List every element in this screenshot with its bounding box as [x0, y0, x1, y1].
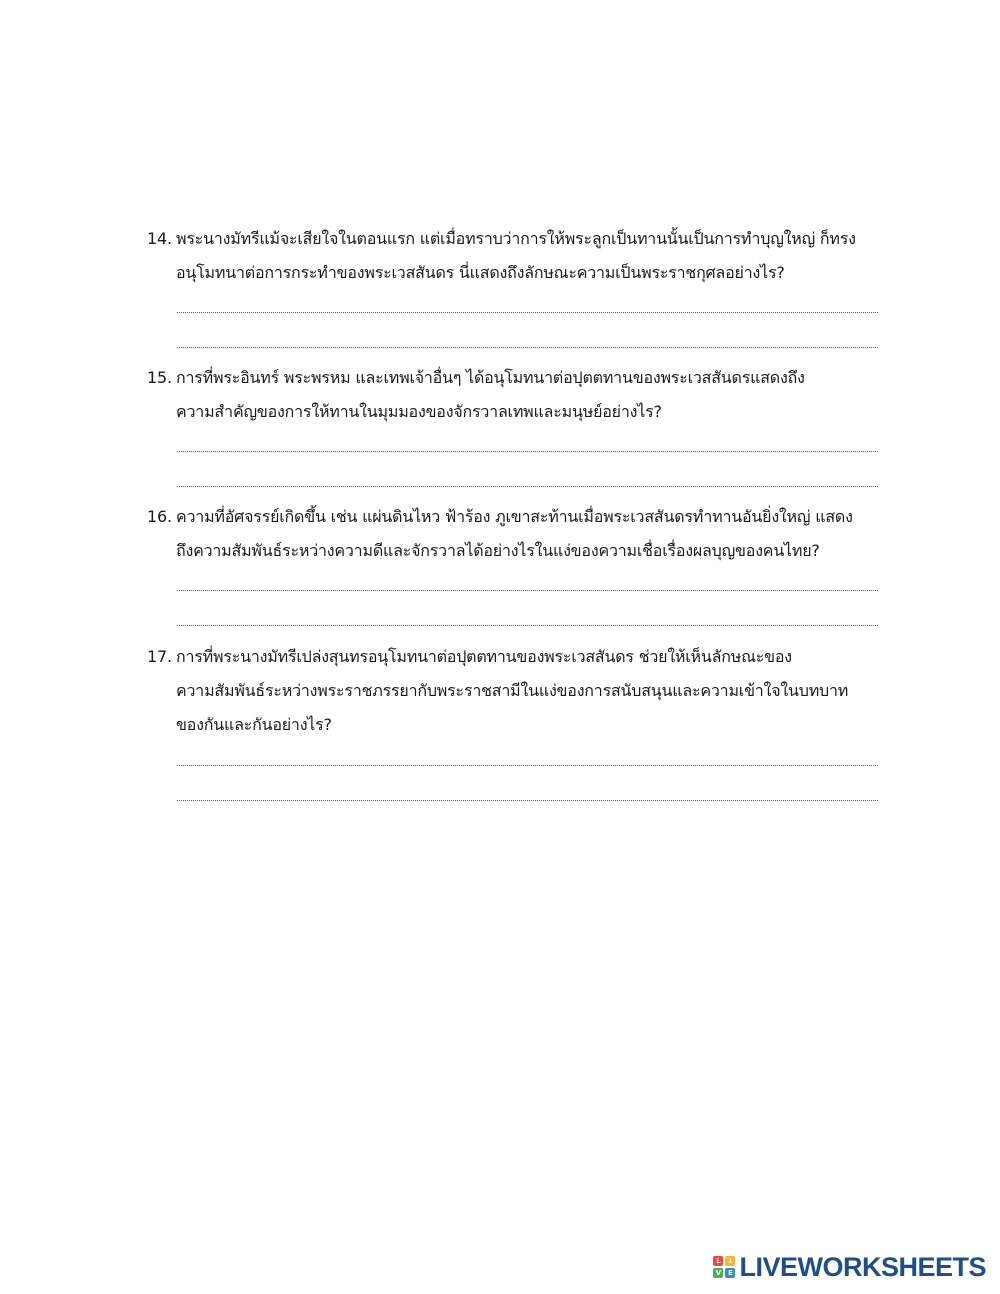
- logo-square: V: [713, 1268, 723, 1278]
- logo-square: I: [725, 1256, 735, 1266]
- answer-line-14-2[interactable]: [177, 347, 878, 348]
- question-16: [147, 500, 887, 568]
- logo-brand-text: LIVEWORKSHEETS: [739, 1252, 986, 1282]
- question-number: 17.: [147, 647, 172, 666]
- logo-square: E: [725, 1268, 735, 1278]
- question-number: 14.: [147, 229, 172, 248]
- question-text: การที่พระอินทร์ พระพรหม และเทพเจ้าอื่นๆ ได้อนุโมทนาต่อปุตตทานของพระเวสสันดรแสดงถึง: [176, 368, 805, 387]
- question-17: [147, 640, 887, 742]
- answer-line-16-1[interactable]: [177, 590, 878, 591]
- question-text: ความสำคัญของการให้ทานในมุมมองของจักรวาลเทพและมนุษย์อย่างไร?: [176, 402, 662, 421]
- question-text: ความสัมพันธ์ระหว่างพระราชภรรยากับพระราชสามีในแง่ของการสนับสนุนและความเข้าใจในบทบาท: [176, 681, 849, 700]
- question-line: [147, 674, 887, 708]
- question-text: พระนางมัทรีแม้จะเสียใจในตอนแรก แต่เมื่อทราบว่าการให้พระลูกเป็นทานนั้นเป็นการทำบุญใหญ่ ก็ทรง: [176, 229, 856, 248]
- question-text: ถึงความสัมพันธ์ระหว่างความดีและจักรวาลได้อย่างไรในแง่ของความเชื่อเรื่องผลบุญของคนไทย?: [176, 541, 820, 560]
- question-line: [147, 500, 887, 534]
- question-line: [147, 534, 887, 568]
- question-text: ของกันและกันอย่างไร?: [176, 715, 332, 734]
- question-text: ความที่อัศจรรย์เกิดขึ้น เช่น แผ่นดินไหว ฟ้าร้อง ภูเขาสะท้านเมื่อพระเวสสันดรทำทานอันยิ่งใหญ่ แสดง: [176, 507, 853, 526]
- question-line: [147, 222, 887, 256]
- logo-square: L: [713, 1256, 723, 1266]
- question-text: การที่พระนางมัทรีเปล่งสุนทรอนุโมทนาต่อปุตตทานของพระเวสสันดร ช่วยให้เห็นลักษณะของ: [176, 647, 792, 666]
- question-15: [147, 361, 887, 429]
- question-number: 15.: [147, 368, 172, 387]
- liveworksheets-logo: [713, 1252, 986, 1282]
- question-number: 16.: [147, 507, 172, 526]
- question-line: [147, 708, 887, 742]
- question-line: [147, 640, 887, 674]
- answer-line-14-1[interactable]: [177, 312, 878, 313]
- answer-line-17-2[interactable]: [177, 800, 878, 801]
- answer-line-17-1[interactable]: [177, 765, 878, 766]
- question-line: [147, 395, 887, 429]
- question-text: อนุโมทนาต่อการกระทำของพระเวสสันดร นี่แสดงถึงลักษณะความเป็นพระราชกุศลอย่างไร?: [176, 263, 785, 282]
- question-line: [147, 256, 887, 290]
- answer-line-15-1[interactable]: [177, 451, 878, 452]
- logo-squares-icon: [713, 1256, 735, 1278]
- answer-line-15-2[interactable]: [177, 486, 878, 487]
- question-14: [147, 222, 887, 290]
- question-line: [147, 361, 887, 395]
- answer-line-16-2[interactable]: [177, 625, 878, 626]
